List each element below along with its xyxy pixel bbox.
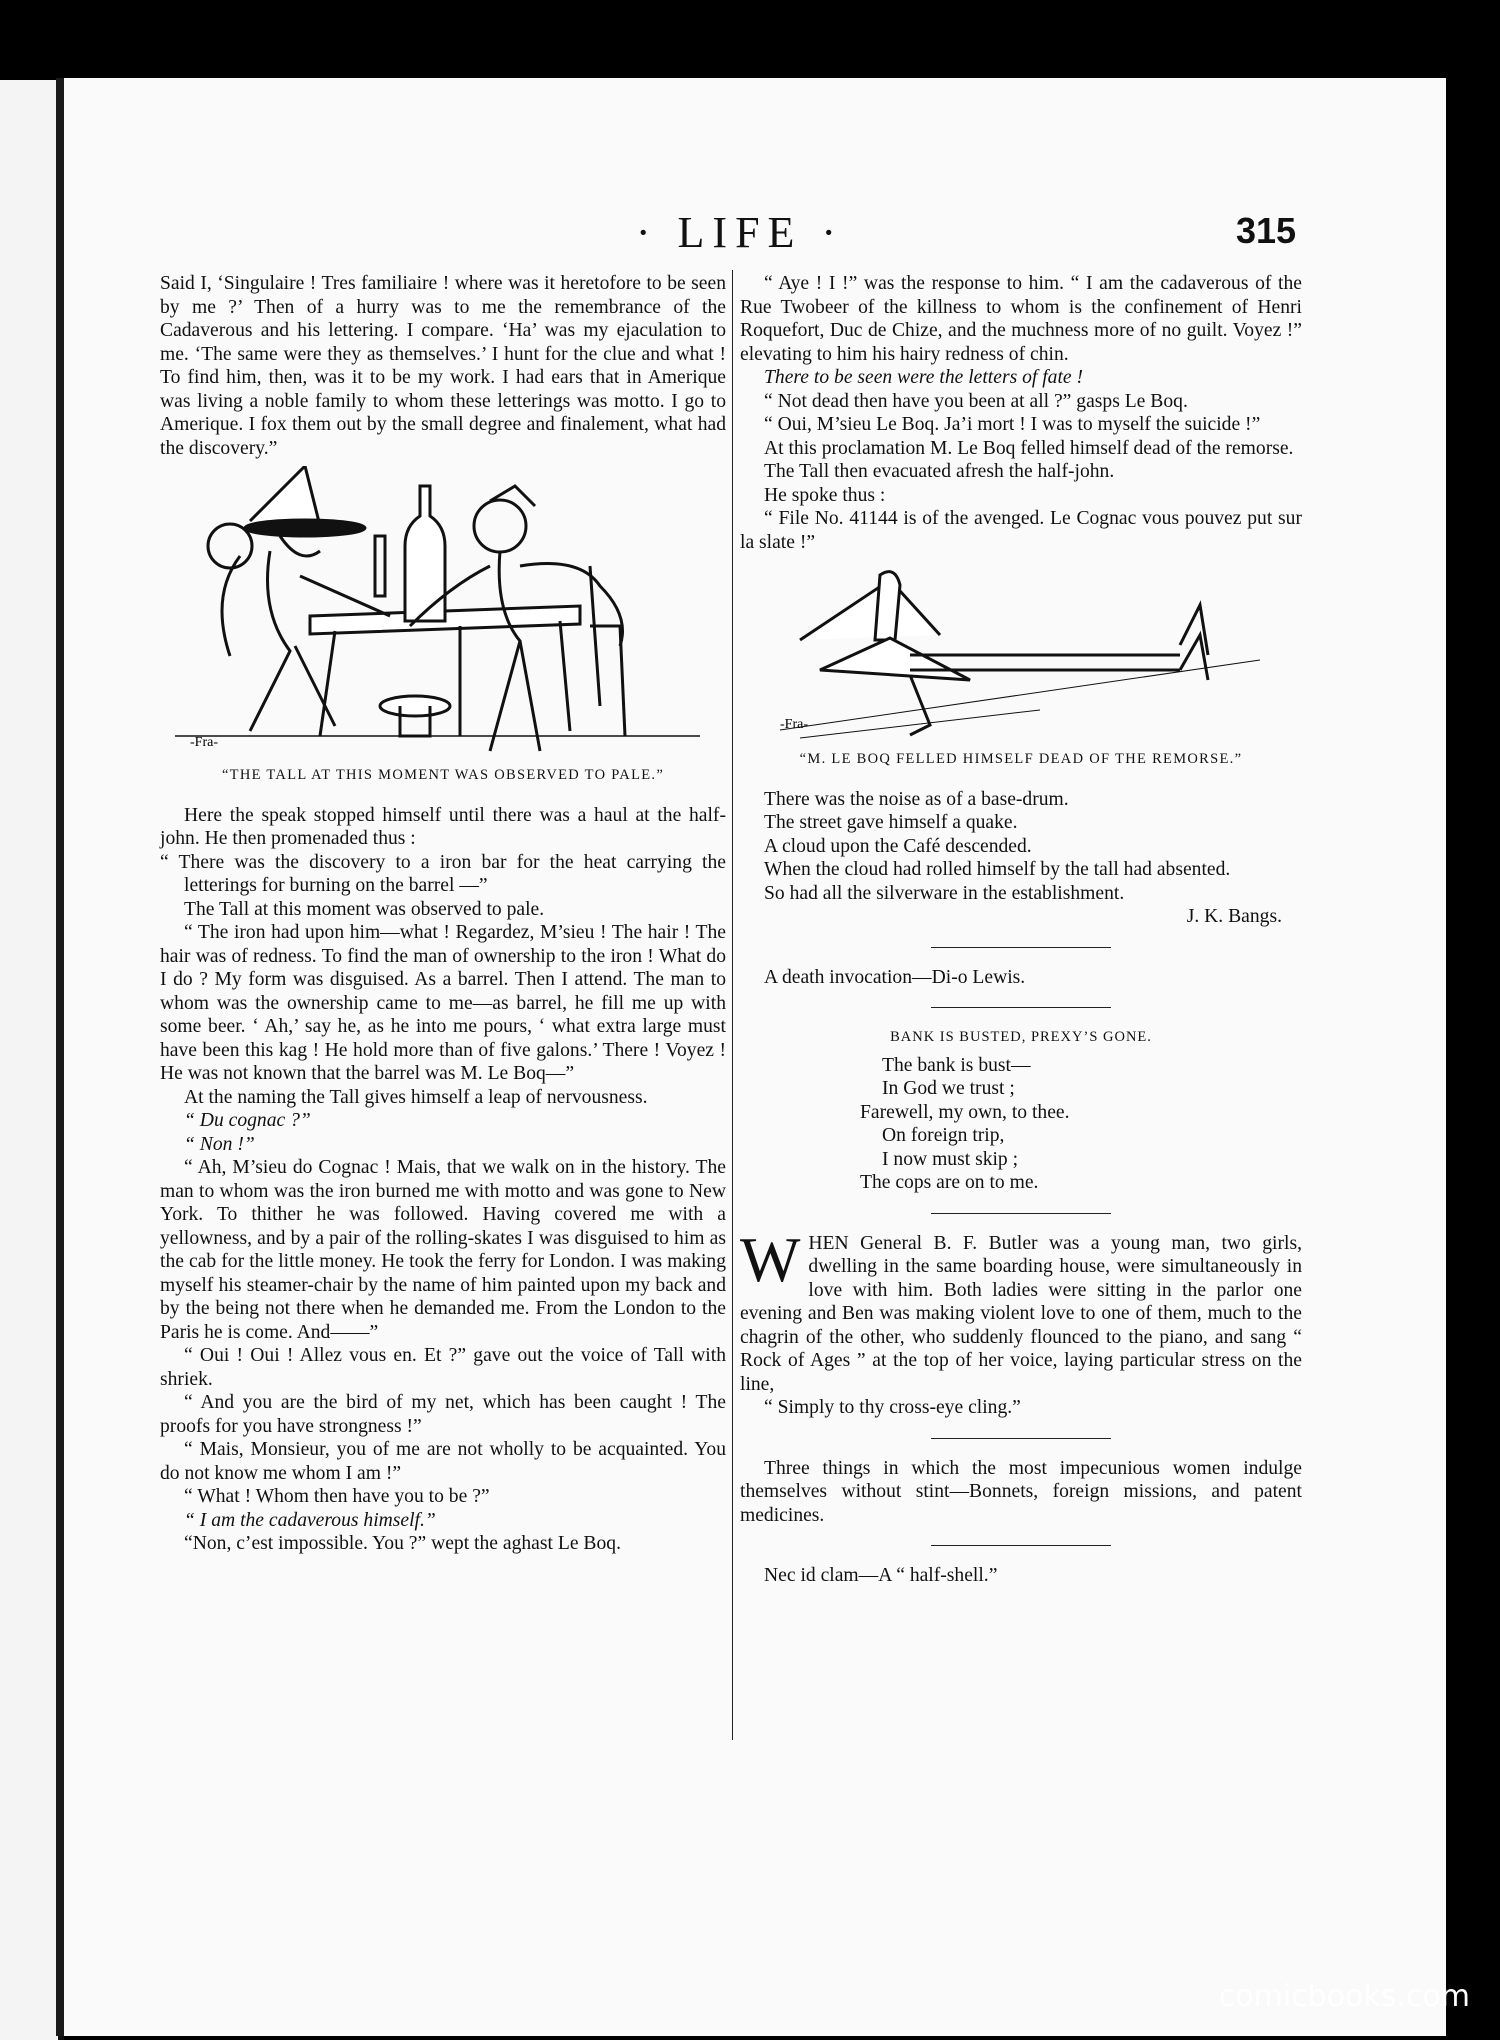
illustration-signature: -Fra-: [780, 717, 808, 732]
paragraph: At this proclamation M. Le Boq felled himself dead of the remorse.: [764, 437, 1294, 459]
author-signature: J. K. Bangs.: [1186, 906, 1282, 927]
poem-line: The cops are on to me.: [860, 1172, 1039, 1193]
section-divider: [931, 1545, 1111, 1546]
paragraph: “ Du cognac ?”: [184, 1110, 311, 1131]
watermark: comicbooks.com: [1218, 1979, 1470, 2014]
illustration-caption: “M. LE BOQ FELLED HIMSELF DEAD OF THE REMORSE.”: [799, 751, 1243, 767]
paragraph: Here the speak stopped himself until there was a haul at the half-john. He then promenaded thus :: [160, 804, 726, 849]
paragraph: “ Ah, M’sieu do Cognac ! Mais, that we walk on in the history. The man to whom was the iron burned me with motto and was gone to New York. To thither he was followed. Having covered me with a yellowness, and by a pair of the rolling-skates I was disguised to him as the cab for the little money. He took the ferry for London. I was making myself his steamer-chair by the name of him painted upon my back and by the being not there when he demanded me. From the London to the Paris he is come. And——”: [160, 1157, 726, 1343]
paragraph: At the naming the Tall gives himself a leap of nervousness.: [184, 1086, 648, 1108]
illustration-signature: -Fra-: [190, 735, 218, 750]
poem-line: On foreign trip,: [882, 1125, 1005, 1146]
previous-page-edge: [0, 80, 64, 2040]
poem-line: I now must skip ;: [882, 1148, 1019, 1170]
paragraph: “ Not dead then have you been at all ?” gasps Le Boq.: [764, 390, 1188, 412]
paragraph: “Non, c’est impossible. You ?” wept the aghast Le Boq.: [184, 1533, 621, 1554]
paragraph: “ There was the discovery to a iron bar for the heat carrying the letterings for burning on the barrel —”: [160, 851, 726, 896]
column-divider: [732, 270, 733, 1740]
poem-line: In God we trust ;: [882, 1078, 1015, 1099]
section-divider: [931, 1438, 1111, 1439]
paragraph: There was the noise as of a base-drum.: [764, 788, 1069, 810]
paragraph: A cloud upon the Café descended.: [764, 835, 1032, 857]
paragraph: “ Non !”: [184, 1133, 255, 1155]
poem-title: BANK IS BUSTED, PREXY’S GONE.: [890, 1029, 1152, 1045]
paragraph: Nec id clam—A “ half-shell.”: [764, 1565, 998, 1586]
paragraph: [740, 1223, 1302, 1397]
paragraph: He spoke thus :: [764, 484, 886, 506]
paragraph: “ Mais, Monsieur, you of me are not wholly to be acquainted. You do not know me whom I am !”: [160, 1439, 726, 1484]
paragraph: “ File No. 41144 is of the avenged. Le Cognac vous pouvez put sur la slate !”: [740, 508, 1302, 553]
paragraph: “ Oui ! Oui ! Allez vous en. Et ?” gave out the voice of Tall with shriek.: [160, 1345, 726, 1390]
paragraph: Said I, ‘Singulaire ! Tres familiaire ! where was it heretofore to be seen by me ?’ Then of a hurry was to me the remembrance of the Cadaverous and his lettering. I compare. ‘Ha’ was my ejaculation to me. ‘The same were they as themselves.’ I hunt for the clue and what ! To find him, then, was it to be my work. I had ears that in Amerique was living a noble family to whom these letterings was motto. I go to Amerique. I fox them out by the small degree and finalement, what had the discovery.”: [160, 273, 726, 459]
paragraph: When the cloud had rolled himself by the tall had absented.: [764, 859, 1231, 880]
poem-line: Farewell, my own, to thee.: [860, 1101, 1070, 1123]
page-spine-shadow: [56, 78, 64, 2036]
paragraph: A death invocation—Di-o Lewis.: [764, 966, 1026, 988]
tavern-scene-illustration: [160, 466, 726, 756]
drop-cap: W: [740, 1223, 801, 1295]
paragraph: The street gave himself a quake.: [764, 812, 1018, 833]
section-divider: [931, 947, 1111, 948]
paragraph: “ Oui, M’sieu Le Boq. Ja’i mort ! I was to myself the suicide !”: [764, 414, 1261, 435]
paragraph: So had all the silverware in the establishment.: [764, 882, 1125, 904]
paragraph: “ Simply to thy cross-eye cling.”: [764, 1397, 1021, 1418]
paragraph: “ What ! Whom then have you to be ?”: [184, 1486, 490, 1507]
paragraph: “ The iron had upon him—what ! Regardez, M’sieu ! The hair ! The hair was of redness. To find the man of ownership to the iron ! What do I do ? My form was disguised. As a barrel. Then I attend. The man to whom was the ownership came to me—as barrel, he fill me up with some beer. ‘ Ah,’ say he, as he into me pours, ‘ what extra large must have been this kag ! He hold more than of five galons.’ There ! Voyez ! He was not known that the barrel was M. Le Boq—”: [160, 922, 726, 1084]
paragraph: The Tall at this moment was observed to pale.: [184, 898, 545, 920]
paragraph: The Tall then evacuated afresh the half-john.: [764, 461, 1115, 482]
paragraph: There to be seen were the letters of fate !: [764, 367, 1084, 388]
paragraph: Three things in which the most impecunious women indulge themselves without stint—Bonnets, foreign missions, and patent medicines.: [740, 1457, 1302, 1526]
right-column: [740, 272, 1302, 1588]
poem-line: The bank is bust—: [882, 1054, 1031, 1076]
magazine-title: · LIFE ·: [635, 208, 845, 257]
section-divider: [931, 1007, 1111, 1008]
page-number: 315: [1236, 210, 1297, 251]
paragraph: “ Aye ! I !” was the response to him. “ I am the cadaverous of the Rue Twobeer of the killness to whom is the confinement of Henri Roquefort, Duc de Chize, and the muchness more of no guilt. Voyez !” elevating to him his hairy redness of chin.: [740, 273, 1302, 365]
left-column: [160, 272, 726, 1556]
poem: [860, 1054, 1302, 1195]
section-divider: [931, 1213, 1111, 1214]
man-lying-dead-illustration: [740, 560, 1302, 740]
paragraph: “ And you are the bird of my net, which has been caught ! The proofs for you have strongness !”: [160, 1392, 726, 1437]
paragraph-text: HEN General B. F. Butler was a young man, two girls, dwelling in the same boarding house, were simultaneously in love with him. Both ladies were sitting in the parlor one evening and Ben was making violent love to one of them, much to the chagrin of the other, who suddenly flounced to the piano, and sang “ Rock of Ages ” at the top of her voice, laying particular stress on the line,: [740, 1232, 1302, 1395]
paragraph: “ I am the cadaverous himself.”: [184, 1509, 436, 1531]
illustration-caption: “THE TALL AT THIS MOMENT WAS OBSERVED TO PALE.”: [221, 767, 665, 783]
